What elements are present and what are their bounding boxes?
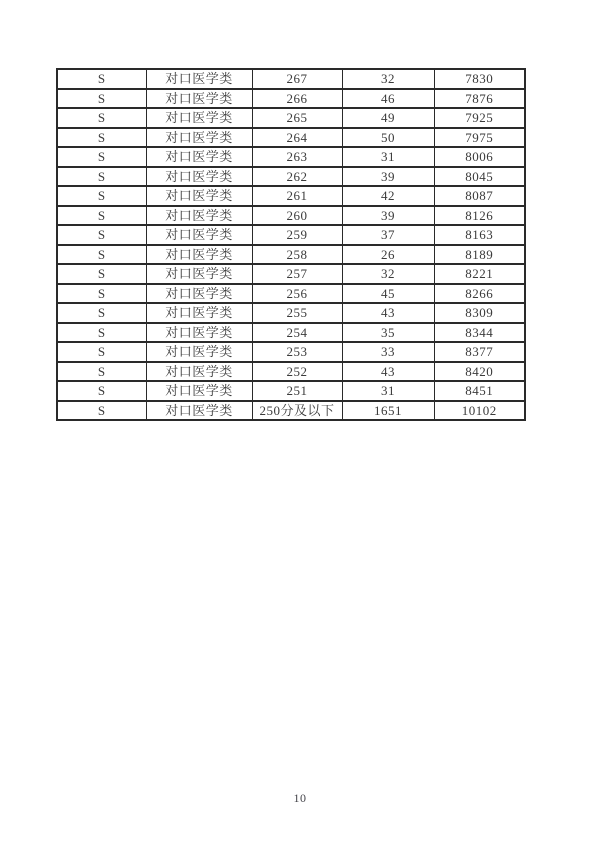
cell-cumulative: 8420 xyxy=(434,362,525,382)
cell-cumulative: 8163 xyxy=(434,225,525,245)
cell-count: 37 xyxy=(342,225,434,245)
table-row xyxy=(57,89,525,109)
cell-category: 对口医学类 xyxy=(146,342,252,362)
cell-score: 256 xyxy=(252,284,342,304)
cell-score: 250分及以下 xyxy=(252,401,342,421)
table-row xyxy=(57,284,525,304)
cell-cumulative: 8087 xyxy=(434,186,525,206)
cell-score: 265 xyxy=(252,108,342,128)
cell-batch: S xyxy=(57,303,146,323)
cell-score: 258 xyxy=(252,245,342,265)
table-row xyxy=(57,147,525,167)
cell-cumulative: 8006 xyxy=(434,147,525,167)
cell-cumulative: 8045 xyxy=(434,167,525,187)
table-row xyxy=(57,381,525,401)
cell-batch: S xyxy=(57,401,146,421)
cell-batch: S xyxy=(57,225,146,245)
cell-count: 43 xyxy=(342,303,434,323)
cell-category: 对口医学类 xyxy=(146,147,252,167)
cell-score: 262 xyxy=(252,167,342,187)
table-row xyxy=(57,108,525,128)
cell-cumulative: 8126 xyxy=(434,206,525,226)
cell-count: 39 xyxy=(342,167,434,187)
table-row xyxy=(57,342,525,362)
cell-score: 254 xyxy=(252,323,342,343)
cell-count: 32 xyxy=(342,264,434,284)
cell-category: 对口医学类 xyxy=(146,206,252,226)
cell-category: 对口医学类 xyxy=(146,69,252,89)
table-row xyxy=(57,206,525,226)
cell-batch: S xyxy=(57,186,146,206)
cell-batch: S xyxy=(57,69,146,89)
cell-score: 264 xyxy=(252,128,342,148)
cell-count: 31 xyxy=(342,381,434,401)
cell-cumulative: 7830 xyxy=(434,69,525,89)
table-row xyxy=(57,186,525,206)
cell-count: 42 xyxy=(342,186,434,206)
cell-batch: S xyxy=(57,108,146,128)
cell-cumulative: 7876 xyxy=(434,89,525,109)
table-row xyxy=(57,323,525,343)
table-row xyxy=(57,264,525,284)
cell-category: 对口医学类 xyxy=(146,108,252,128)
cell-count: 35 xyxy=(342,323,434,343)
cell-batch: S xyxy=(57,342,146,362)
cell-cumulative: 7925 xyxy=(434,108,525,128)
cell-batch: S xyxy=(57,284,146,304)
cell-count: 31 xyxy=(342,147,434,167)
cell-batch: S xyxy=(57,147,146,167)
cell-cumulative: 7975 xyxy=(434,128,525,148)
cell-score: 266 xyxy=(252,89,342,109)
cell-cumulative: 8266 xyxy=(434,284,525,304)
cell-score: 260 xyxy=(252,206,342,226)
cell-category: 对口医学类 xyxy=(146,167,252,187)
cell-category: 对口医学类 xyxy=(146,89,252,109)
cell-score: 252 xyxy=(252,362,342,382)
cell-cumulative: 10102 xyxy=(434,401,525,421)
cell-score: 261 xyxy=(252,186,342,206)
cell-score: 253 xyxy=(252,342,342,362)
cell-cumulative: 8221 xyxy=(434,264,525,284)
cell-category: 对口医学类 xyxy=(146,284,252,304)
cell-count: 50 xyxy=(342,128,434,148)
table-row xyxy=(57,401,525,421)
table-row xyxy=(57,303,525,323)
cell-count: 26 xyxy=(342,245,434,265)
table-row xyxy=(57,167,525,187)
cell-category: 对口医学类 xyxy=(146,186,252,206)
cell-count: 46 xyxy=(342,89,434,109)
table-row xyxy=(57,69,525,89)
cell-batch: S xyxy=(57,128,146,148)
cell-score: 257 xyxy=(252,264,342,284)
cell-category: 对口医学类 xyxy=(146,303,252,323)
cell-category: 对口医学类 xyxy=(146,245,252,265)
cell-category: 对口医学类 xyxy=(146,323,252,343)
table-row xyxy=(57,245,525,265)
cell-score: 259 xyxy=(252,225,342,245)
cell-score: 263 xyxy=(252,147,342,167)
cell-batch: S xyxy=(57,264,146,284)
cell-count: 49 xyxy=(342,108,434,128)
cell-batch: S xyxy=(57,362,146,382)
cell-batch: S xyxy=(57,167,146,187)
cell-category: 对口医学类 xyxy=(146,362,252,382)
cell-category: 对口医学类 xyxy=(146,225,252,245)
cell-category: 对口医学类 xyxy=(146,381,252,401)
cell-score: 255 xyxy=(252,303,342,323)
cell-count: 1651 xyxy=(342,401,434,421)
cell-batch: S xyxy=(57,381,146,401)
score-distribution-table xyxy=(56,68,526,421)
cell-batch: S xyxy=(57,206,146,226)
cell-cumulative: 8451 xyxy=(434,381,525,401)
cell-count: 39 xyxy=(342,206,434,226)
table-row xyxy=(57,362,525,382)
cell-cumulative: 8189 xyxy=(434,245,525,265)
table-row xyxy=(57,225,525,245)
table-row xyxy=(57,128,525,148)
cell-category: 对口医学类 xyxy=(146,264,252,284)
cell-batch: S xyxy=(57,89,146,109)
cell-category: 对口医学类 xyxy=(146,401,252,421)
cell-cumulative: 8377 xyxy=(434,342,525,362)
cell-category: 对口医学类 xyxy=(146,128,252,148)
cell-count: 32 xyxy=(342,69,434,89)
cell-score: 267 xyxy=(252,69,342,89)
cell-cumulative: 8309 xyxy=(434,303,525,323)
cell-batch: S xyxy=(57,245,146,265)
cell-count: 43 xyxy=(342,362,434,382)
cell-count: 45 xyxy=(342,284,434,304)
score-table-body xyxy=(57,69,525,420)
cell-batch: S xyxy=(57,323,146,343)
cell-cumulative: 8344 xyxy=(434,323,525,343)
page-number: 10 xyxy=(293,791,307,805)
cell-count: 33 xyxy=(342,342,434,362)
cell-score: 251 xyxy=(252,381,342,401)
